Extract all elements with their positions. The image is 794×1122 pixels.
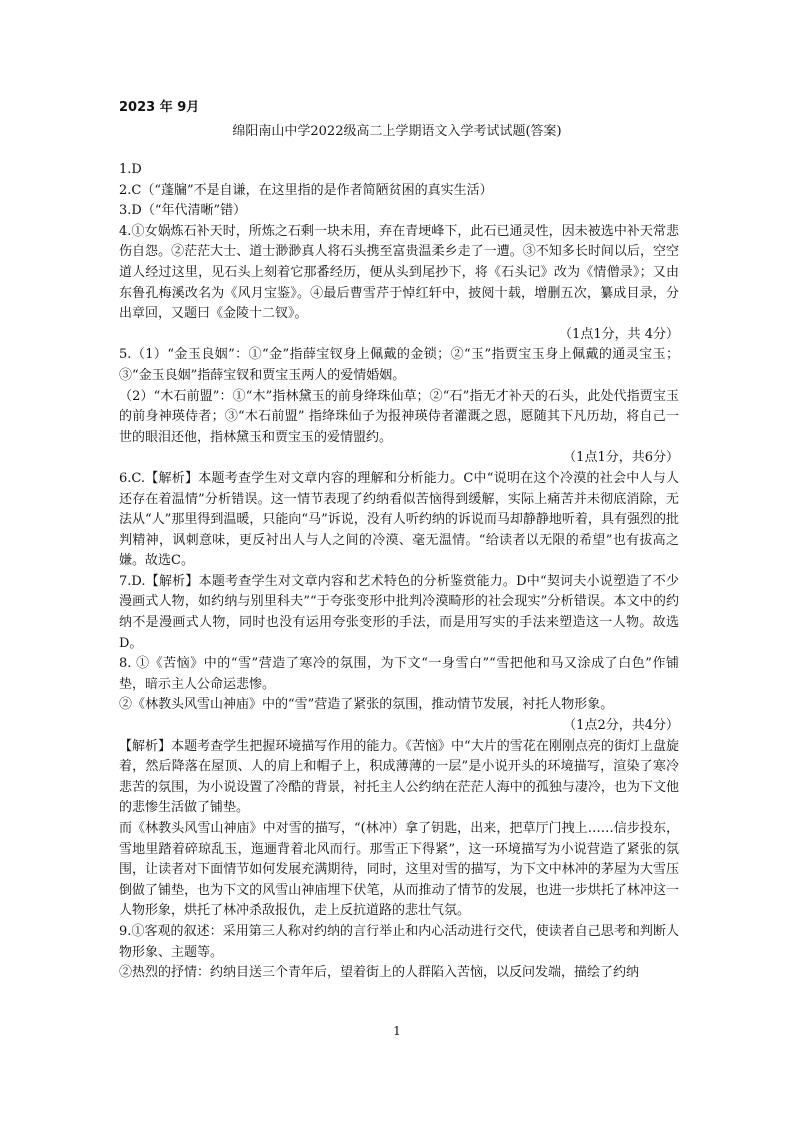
score-note: （1点1分，共6分） (563, 450, 679, 466)
answer-paragraph: 4.①女娲炼石补天时，所炼之石剩一块未用，弃在青埂峰下，此石已通灵性，因未被选中补天常悲伤自怨。②茫茫大士、道士渺渺真人将石头携至富贵温柔乡走了一遭。③不知多长时间以后，空空道人经过这里，见石头上刻着它那番经历，便从头到尾抄下，将《石头记》改为《情僧录》；又由东鲁孔梅溪改名为《风月宝鉴》。④最后曹雪芹于悼红轩中，披阅十载，增删五次，纂成目录，分出章回，又题曰《金陵十二钗》。 (119, 223, 679, 322)
answer-paragraph: ②《林教头风雪山神庙》中的“雪”营造了紧张的氛围，推动情节发展，衬托人物形象。 (119, 697, 614, 713)
answer-paragraph: 6.C.【解析】本题考查学生对文章内容的理解和分析能力。C中“说明在这个冷漠的社会中人与人还存在着温情”分析错误。这一情节表现了约纳看似苦恼得到缓解，实际上痛苦并未彻底消除，无法从“人”那里得到温暖，只能向“马”诉说，没有人听约纳的诉说而马却静静地听着，具有强烈的批判精神，讽刺意味，更反衬出人与人之间的冷漠、毫无温情。“给读者以无限的希望”也有拔高之嫌。故选C。 (119, 470, 679, 569)
page-number: 1 (393, 1024, 401, 1038)
answer-paragraph: 5.（1）“金玉良姻”：①“金”指薛宝钗身上佩戴的金锁；②“玉”指贾宝玉身上佩戴的通灵宝玉；③“金玉良姻”指薛宝钗和贾宝玉两人的爱情婚姻。 (119, 347, 679, 383)
answer-paragraph: （2）“木石前盟”：①“木”指林黛玉的前身绛珠仙草；②“石”指无才补天的石头，此处代指贾宝玉的前身神瑛侍者；③“木石前盟” 指绛珠仙子为报神瑛侍者灌溉之恩，愿随其下凡历劫，将自己一世的眼泪还他，指林黛玉和贾宝玉的爱情盟约。 (119, 388, 679, 445)
answer-body (119, 160, 679, 984)
answer-paragraph: 3.D（“年代清晰”错） (119, 203, 247, 219)
answer-paragraph: 而《林教头风雪山神庙》中对雪的描写，“(林冲）拿了钥匙，出来，把草厅门拽上……信步投东，雪地里踏着碎琼乱玉，迤逦背着北风而行。那雪正下得紧”，这一环境描写为小说营造了紧张的氛围，让读者对下面情节如何发展充满期待，同时，这里对雪的描写，为下文中林冲的茅屋为大雪压倒做了铺垫，也为下文的风雪山神庙埋下伏笔，从而推动了情节的发展，也进一步烘托了林冲这一人物形象，烘托了林冲杀敌报仇，走上反抗道路的悲壮气氛。 (119, 821, 679, 919)
answer-paragraph: ②热烈的抒情：约纳目送三个青年后，望着街上的人群陷入苦恼，以反问发端，描绘了约纳 (119, 965, 640, 981)
answer-paragraph: 1.D (119, 162, 142, 177)
answer-paragraph: 9.①客观的叙述：采用第三人称对约纳的言行举止和内心活动进行交代，使读者自己思考和判断人物形象、主题等。 (119, 923, 679, 960)
score-note: （1点1分，共 4分） (559, 326, 679, 342)
answer-paragraph: 8. ①《苦恼》中的“雪”营造了寒冷的氛围，为下文“一身雪白”“雪把他和马又涂成了白色”作铺垫，暗示主人公命运悲惨。 (119, 656, 679, 692)
score-note: （1点2分，共4分） (563, 718, 679, 734)
exam-date: 2023 年 9月 (119, 100, 200, 115)
document-title: 绵阳南山中学2022级高二上学期语文入学考试试题(答案) (232, 124, 562, 139)
answer-paragraph: 2.C（“蓬牖”不是自谦，在这里指的是作者简陋贫困的真实生活） (119, 182, 493, 198)
answer-paragraph: 7.D.【解析】本题考查学生对文章内容和艺术特色的分析鉴赏能力。D中“契诃夫小说塑造了不少漫画式人物，如约纳与别里科夫”“于夸张变形中批判冷漠畸形的社会现实”分析错误。本文中的约纳不是漫画式人物，同时也没有运用夸张变形的手法，而是用写实的手法来塑造这一人物。故选D。 (119, 573, 679, 651)
answer-paragraph: 【解析】本题考查学生把握环境描写作用的能力。《苦恼》中“大片的雪花在刚刚点亮的街灯上盘旋着，然后降落在屋顶、人的肩上和帽子上，积成薄薄的一层”是小说开头的环境描写，渲染了寒冷悲苦的氛围，为小说设置了冷酷的背景，衬托主人公约纳在茫茫人海中的孤独与凄冷，也为下文他的悲惨生活做了铺垫。 (119, 738, 679, 816)
